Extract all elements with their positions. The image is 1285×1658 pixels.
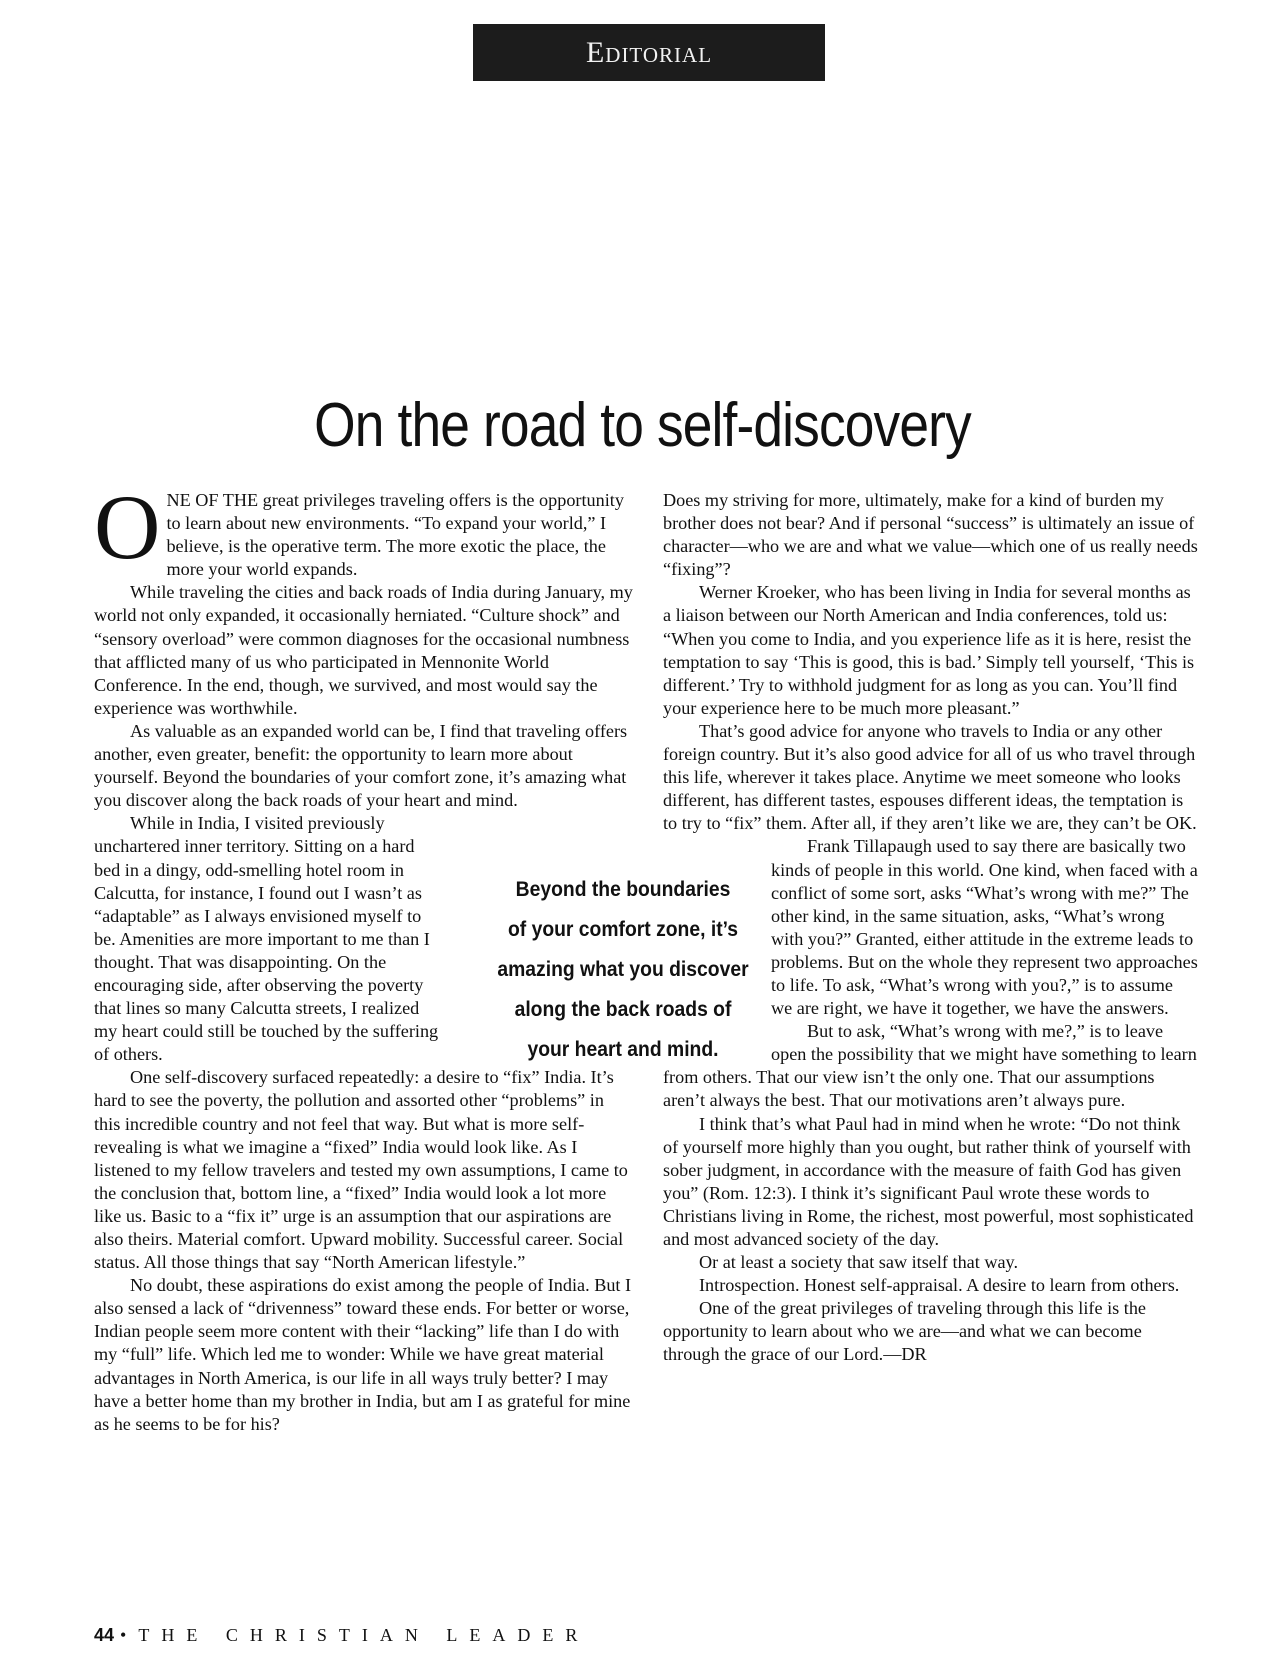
paragraph: One of the great privileges of traveling through this life is the opportunity to learn about who we are—and what we can become through the grace of our Lord.—DR <box>663 1298 1146 1365</box>
paragraph: While in India, I visited previously unchartered inner territory. Sitting on a hard bed in a dingy, odd-smelling hotel room in Calcutta, for instance, I found out I wasn’t as “adaptable” as I always envisioned myself to be. Amenities are more important to me than I thought. That was disappointing. On the encouraging side, after observing the poverty that lines so many Calcutta streets, I realized my heart could still be touched by the suffering of others. <box>94 813 439 1065</box>
pull-quote-line: your heart and mind. <box>527 1038 719 1061</box>
paragraph: That’s good advice for anyone who travels to India or any other foreign country. But it’s also good advice for all of us who travel through this life, wherever it takes place. Anytime we meet someone who looks different, has different tastes, espouses different ideas, the temptation is to try to “fix” them. After all, if they aren’t like we are, they can’t be OK. <box>663 720 1197 834</box>
paragraph: Introspection. Honest self-appraisal. A desire to learn from others. <box>699 1275 1180 1296</box>
paragraph: Frank Tillapaugh used to say there are basically two kinds of people in this world. One kind, when faced with a conflict of some sort, asks “What’s wrong with me?” The other kind, in the same situation, asks, “What’s wrong with you?” Granted, either attitude in the extreme leads to problems. But on the whole they represent two approaches to life. To ask, “What’s wrong with you?,” is to assume we are right, we have it together, we have the answers. <box>771 836 1198 1019</box>
paragraph <box>94 476 634 581</box>
article-title: On the road to self-discovery <box>314 391 971 460</box>
paragraph: Or at least a society that saw itself that way. <box>699 1252 1019 1273</box>
footer-separator: • <box>120 1625 127 1645</box>
paragraph-text: great privileges traveling offers is the opportunity to learn about new environments. “To expand your world,” I believe, is the operative term. The more exotic the place, the more your world expands. <box>166 490 624 580</box>
lead-caps: NE OF THE <box>166 490 259 510</box>
section-banner: Editorial <box>473 24 825 81</box>
paragraph: As valuable as an expanded world can be, I find that traveling offers another, even greater, benefit: the opportunity to learn more about yourself. Beyond the boundaries of your comfort zone, it’s amazing what you discover along the back roads of your heart and mind. <box>94 720 628 811</box>
pull-quote <box>490 870 757 1070</box>
pull-quote-line: of your comfort zone, it’s <box>507 918 739 941</box>
paragraph: But to ask, “What’s wrong with me?,” is to leave open the possibility that we might have something to learn from others. That our view isn’t the only one. That our assumptions aren’t always the best. That our motivations aren’t always pure. <box>663 1021 1197 1111</box>
page-number: 44 <box>94 1625 115 1645</box>
pull-quote-line: along the back roads of <box>514 998 732 1021</box>
paragraph: Werner Kroeker, who has been living in India for several months as a liaison between our North American and India conferences, told us: “When you come to India, and you experience life as it is here, resist the temptation to say ‘This is good, this is bad.’ Simply tell yourself, ‘This is different.’ Try to withhold judgment for as long as you can. You’ll find your experience here to be much more pleasant.” <box>663 582 1195 718</box>
drop-cap: O <box>94 476 161 578</box>
paragraph: One self-discovery surfaced repeatedly: a desire to “fix” India. It’s hard to see the poverty, the pollution and assorted other “problems” in this incredible country and not feel that way. But what is more self-revealing is what we imagine a “fixed” India would look like. As I listened to my fellow travelers and tested my own assumptions, I came to the conclusion that, bottom line, a “fixed” India would look a lot more like us. Basic to a “fix it” urge is an assumption that our aspirations are also theirs. Material comfort. Upward mobility. Successful career. Social status. All those things that say “North American lifestyle.” <box>94 1067 628 1273</box>
paragraph: No doubt, these aspirations do exist among the people of India. But I also sensed a lack of “drivenness” toward these ends. For better or worse, Indian people seem more content with their “lacking” life than I do with my “full” life. Which led me to wonder: While we have great material advantages in North America, is our life in all ways truly better? I may have a better home than my brother in India, but am I as grateful for mine as he seems to be for his? <box>94 1275 632 1434</box>
paragraph: I think that’s what Paul had in mind when he wrote: “Do not think of yourself more highly than you ought, but rather think of yourself with sober judgment, in accordance with the measure of faith God has given you” (Rom. 12:3). I think it’s significant Paul wrote these words to Christians living in Rome, the richest, most powerful, most sophisticated and most advanced society of the day. <box>663 1113 1194 1249</box>
pull-quote-line: Beyond the boundaries <box>515 878 731 901</box>
publication-name: THE CHRISTIAN LEADER <box>138 1625 590 1645</box>
pull-quote-line: amazing what you discover <box>497 958 749 981</box>
paragraph: Does my striving for more, ultimately, make for a kind of burden my brother does not bear? And if personal “success” is ultimately an issue of character—who we are and what we value—which one of us really needs “fixing”? <box>663 490 1198 580</box>
page-footer <box>94 1625 589 1646</box>
paragraph: While traveling the cities and back roads of India during January, my world not only expanded, it occasionally herniated. “Culture shock” and “sensory overload” were common diagnoses for the occasional numbness that afflicted many of us who participated in Mennonite World Conference. In the end, though, we survived, and most would say the experience was worthwhile. <box>94 582 633 718</box>
